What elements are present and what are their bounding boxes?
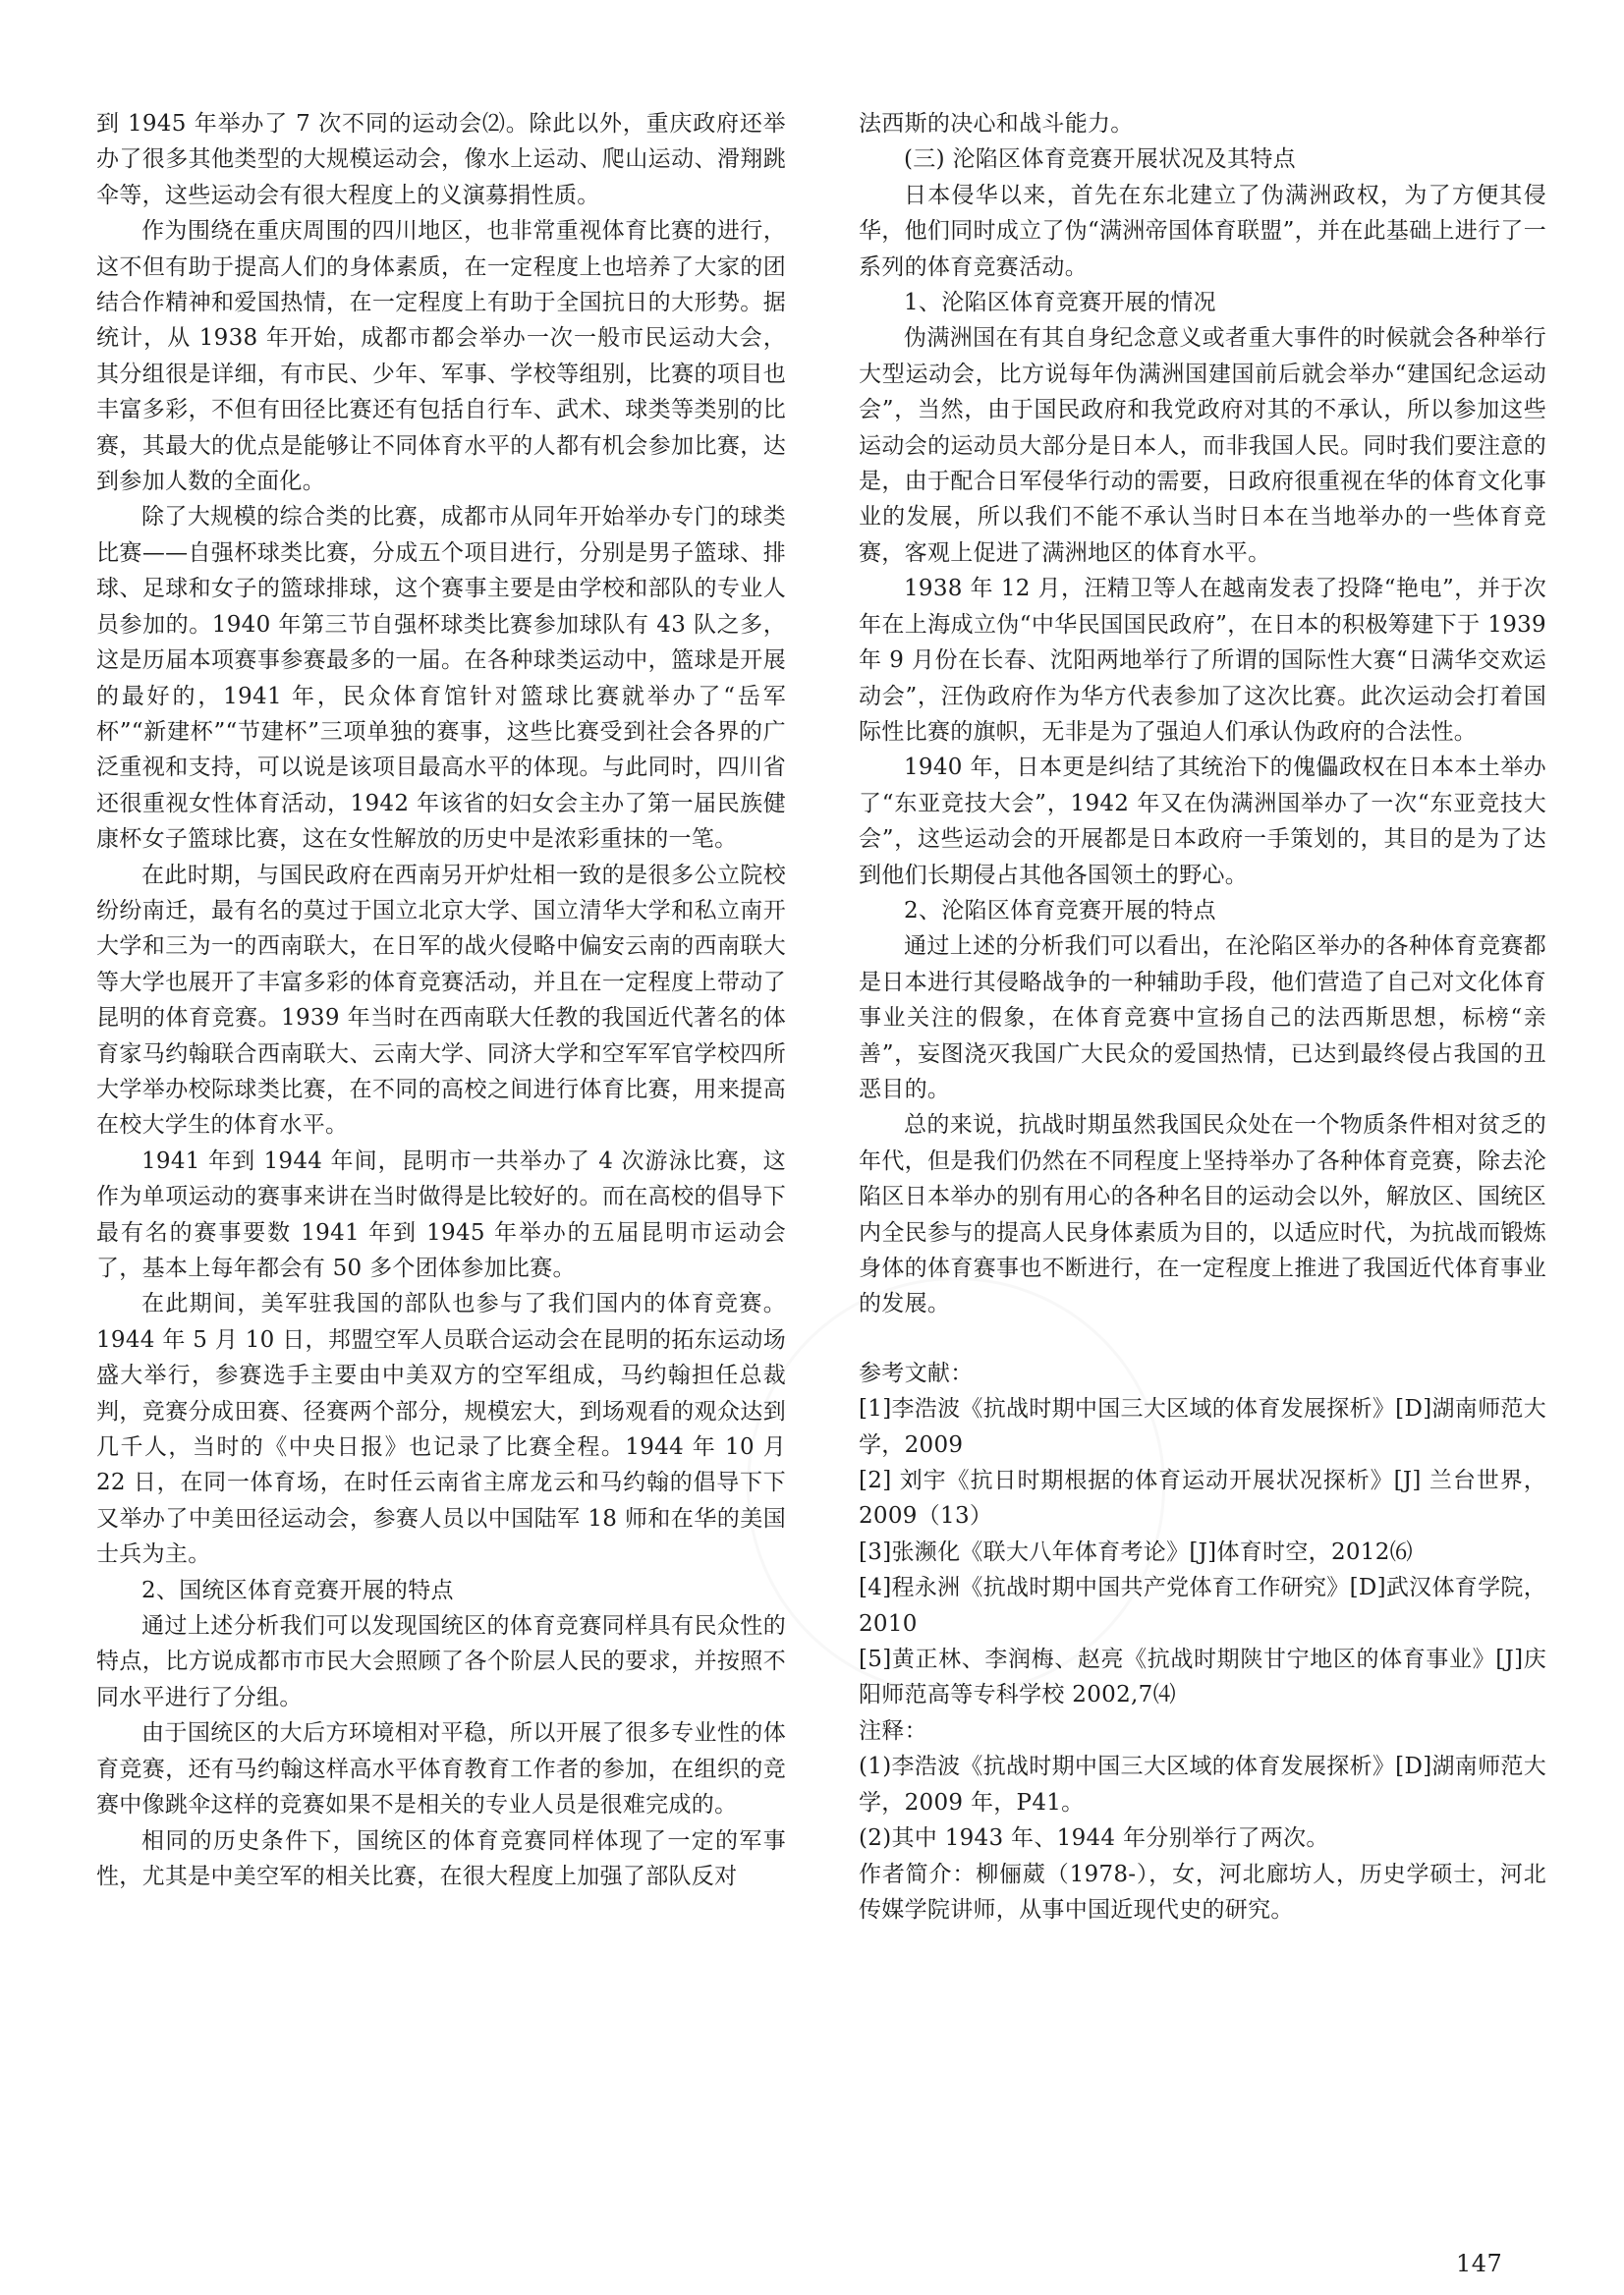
right-column-paragraph: 总的来说，抗战时期虽然我国民众处在一个物质条件相对贫乏的年代，但是我们仍然在不同程度上坚持举办了各种体育竞赛，除去沦陷区日本举办的别有用心的各种名目的运动会以外，解放区、国统区内全民参与的提高人民身体素质为目的，以适应时代，为抗战而锻炼身体的体育赛事也不断进行，在一定程度上推进了我国近代体育事业的发展。 [859, 1112, 1546, 1317]
reference-entry: 注释： [859, 1717, 927, 1744]
reference-entry: [2] 刘宇《抗日时期根据的体育运动开展状况探析》[J] 兰台世界，2009（13） [859, 1468, 1546, 1530]
left-column-paragraph: 由于国统区的大后方环境相对平稳，所以开展了很多专业性的体育竞赛，还有马约翰这样高水平体育教育工作者的参加，在组织的竞赛中像跳伞这样的竞赛如果不是相关的专业人员是很难完成的。 [96, 1720, 786, 1819]
left-column-paragraph: 在此期间，美军驻我国的部队也参与了我们国内的体育竞赛。1944 年 5 月 10 日，邦盟空军人员联合运动会在昆明的拓东运动场盛大举行，参赛选手主要由中美双方的空军组成，马约翰担任总裁判，竞赛分成田赛、径赛两个部分，规模宏大，到场观看的观众达到几千人，当时的《中央日报》也记录了比赛全程。1944 年 10 月 22 日，在同一体育场，在时任云南省主席龙云和马约翰的倡导下下又举办了中美田径运动会，参赛人员以中国陆军 18 师和在华的美国士兵为主。 [96, 1291, 786, 1568]
reference-entry: [1]李浩波《抗战时期中国三大区域的体育发展探析》[D]湖南师范大学，2009 [859, 1396, 1546, 1458]
references-title: 参考文献： [859, 1360, 974, 1386]
left-column-paragraph: 作为围绕在重庆周围的四川地区，也非常重视体育比赛的进行，这不但有助于提高人们的身体素质，在一定程度上也培养了大家的团结合作精神和爱国热情，在一定程度上有助于全国抗日的大形势。据统计，从 1938 年开始，成都市都会举办一次一般市民运动大会，其分组很是详细，有市民、少年、军事、学校等组别，比赛的项目也丰富多彩，不但有田径比赛还有包括自行车、武术、球类等类别的比赛，其最大的优点是能够让不同体育水平的人都有机会参加比赛，达到参加人数的全面化。 [96, 218, 786, 495]
right-column [859, 106, 1546, 1928]
reference-entry: [3]张濒化《联大八年体育考论》[J]体育时空，2012⑹ [859, 1539, 1413, 1565]
section-spacer [859, 1322, 1546, 1356]
right-column-paragraph: 通过上述的分析我们可以看出，在沦陷区举办的各种体育竞赛都是日本进行其侵略战争的一种辅助手段，他们营造了自己对文化体育事业关注的假象，在体育竞赛中宣扬自己的法西斯思想，标榜“亲善”，妄图浇灭我国广大民众的爱国热情，已达到最终侵占我国的丑恶目的。 [859, 933, 1546, 1102]
left-column-paragraph: 1941 年到 1944 年间，昆明市一共举办了 4 次游泳比赛，这作为单项运动的赛事来讲在当时做得是比较好的。而在高校的倡导下最有名的赛事要数 1941 年到 1945 年举办的五届昆明市运动会了，基本上每年都会有 50 多个团体参加比赛。 [96, 1148, 786, 1281]
references-section [859, 1356, 1546, 1929]
reference-entry: (2)其中 1943 年、1944 年分别举行了两次。 [859, 1825, 1329, 1852]
right-column-body [859, 106, 1546, 1322]
right-column-paragraph: 1938 年 12 月，汪精卫等人在越南发表了投降“艳电”，并于次年在上海成立伪“中华民国国民政府”，在日本的积极筹建下于 1939 年 9 月份在长春、沈阳两地举行了所谓的国际性大赛“日满华交欢运动会”，汪伪政府作为华方代表参加了这次比赛。此次运动会打着国际性比赛的旗帜，无非是为了强迫人们承认伪政府的合法性。 [859, 576, 1546, 745]
left-column-paragraph: 通过上述分析我们可以发现国统区的体育竞赛同样具有民众性的特点，比方说成都市市民大会照顾了各个阶层人民的要求，并按照不同水平进行了分组。 [96, 1613, 786, 1710]
page-number: 147 [1456, 2250, 1503, 2277]
left-column-paragraph: 在此时期，与国民政府在西南另开炉灶相一致的是很多公立院校纷纷南迁，最有名的莫过于国立北京大学、国立清华大学和私立南开大学和三为一的西南联大，在日军的战火侵略中偏安云南的西南联大等大学也展开了丰富多彩的体育竞赛活动，并且在一定程度上带动了昆明的体育竞赛。1939 年当时在西南联大任教的我国近代著名的体育家马约翰联合西南联大、云南大学、同济大学和空军军官学校四所大学举办校际球类比赛，在不同的高校之间进行体育比赛，用来提高在校大学生的体育水平。 [96, 862, 786, 1139]
left-column [96, 106, 786, 1894]
reference-entry: [4]程永洲《抗战时期中国共产党体育工作研究》[D]武汉体育学院，2010 [859, 1575, 1546, 1637]
right-column-paragraph: 1940 年，日本更是纠结了其统治下的傀儡政权在日本本土举办了“东亚竞技大会”，1942 年又在伪满洲国举办了一次“东亚竞技大会”，这些运动会的开展都是日本政府一手策划的，其目的是为了达到他们长期侵占其他各国领土的野心。 [859, 755, 1546, 888]
reference-entry: [5]黄正林、李润梅、赵亮《抗战时期陕甘宁地区的体育事业》[J]庆阳师范高等专科学校 2002,7⑷ [859, 1647, 1546, 1708]
right-column-heading: (三) 沦陷区体育竞赛开展状况及其特点 [904, 146, 1296, 173]
right-column-paragraph: 日本侵华以来，首先在东北建立了伪满洲政权，为了方便其侵华，他们同时成立了伪“满洲帝国体育联盟”，并在此基础上进行了一系列的体育竞赛活动。 [859, 182, 1546, 280]
reference-entry: 作者简介：柳俪葳（1978-），女，河北廊坊人，历史学硕士，河北传媒学院讲师，从事中国近现代史的研究。 [859, 1861, 1546, 1923]
right-column-heading: 1、沦陷区体育竞赛开展的情况 [904, 290, 1216, 316]
reference-entry: (1)李浩波《抗战时期中国三大区域的体育发展探析》[D]湖南师范大学，2009 年，P41。 [859, 1754, 1546, 1816]
right-column-paragraph: 法西斯的决心和战斗能力。 [859, 111, 1134, 137]
left-column-paragraph: 相同的历史条件下，国统区的体育竞赛同样体现了一定的军事性，尤其是中美空军的相关比赛，在很大程度上加强了部队反对 [96, 1827, 786, 1889]
right-column-paragraph: 伪满洲国在有其自身纪念意义或者重大事件的时候就会各种举行大型运动会，比方说每年伪满洲国建国前后就会举办“建国纪念运动会”，当然，由于国民政府和我党政府对其的不承认，所以参加这些运动会的运动员大部分是日本人，而非我国人民。同时我们要注意的是，由于配合日军侵华行动的需要，日政府很重视在华的体育文化事业的发展，所以我们不能不承认当时日本在当地举办的一些体育竞赛，客观上促进了满洲地区的体育水平。 [859, 325, 1546, 566]
right-column-heading: 2、沦陷区体育竞赛开展的特点 [904, 897, 1216, 924]
left-column-paragraph: 到 1945 年举办了 7 次不同的运动会⑵。除此以外，重庆政府还举办了很多其他类型的大规模运动会，像水上运动、爬山运动、滑翔跳伞等，这些运动会有很大程度上的义演募捐性质。 [96, 111, 786, 208]
left-column-paragraph: 除了大规模的综合类的比赛，成都市从同年开始举办专门的球类比赛——自强杯球类比赛，分成五个项目进行，分别是男子篮球、排球、足球和女子的篮球排球，这个赛事主要是由学校和部队的专业人员参加的。1940 年第三节自强杯球类比赛参加球队有 43 队之多，这是历届本项赛事参赛最多的一届。在各种球类运动中，篮球是开展的最好的，1941 年，民众体育馆针对篮球比赛就举办了“岳军杯”“新建杯”“节建杯”三项单独的赛事，这些比赛受到社会各界的广泛重视和支持，可以说是该项目最高水平的体现。与此同时，四川省还很重视女性体育活动，1942 年该省的妇女会主办了第一届民族健康杯女子篮球比赛，这在女性解放的历史中是浓彩重抹的一笔。 [96, 504, 786, 853]
left-column-heading: 2、国统区体育竞赛开展的特点 [141, 1577, 454, 1603]
